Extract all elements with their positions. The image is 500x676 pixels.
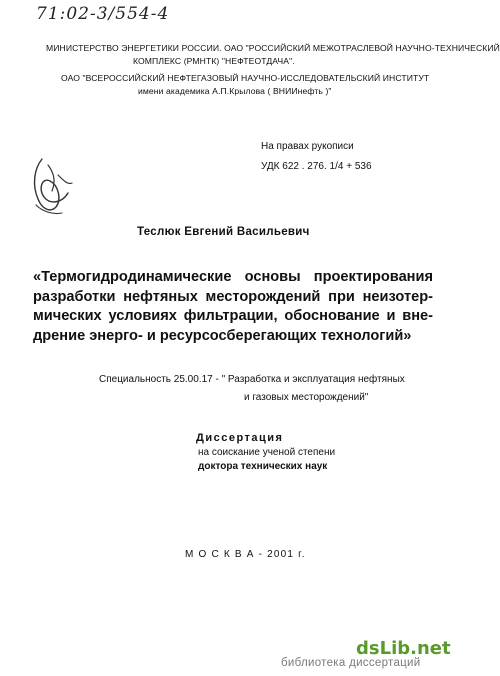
title-line: разработки нефтяных месторождений при неизотер-	[33, 288, 433, 305]
dissertation-title	[33, 268, 433, 346]
specialty-line-2: и газовых месторождений"	[244, 392, 369, 403]
handwritten-signature	[28, 155, 76, 217]
title-line: мических условиях фильтрации, обоснование и вне-	[33, 308, 433, 324]
org-line-1: МИНИСТЕРСТВО ЭНЕРГЕТИКИ РОССИИ. ОАО "РОССИЙСКИЙ МЕЖОТРАСЛЕВОЙ НАУЧНО-ТЕХНИЧЕСКИЙ	[46, 43, 500, 53]
org-line-3: ОАО "ВСЕРОССИЙСКИЙ НЕФТЕГАЗОВЫЙ НАУЧНО-ИССЛЕДОВАТЕЛЬСКИЙ ИНСТИТУТ	[61, 73, 430, 83]
title-line: дрение энерго- и ресурсосберегающих технологий»	[33, 327, 412, 344]
org-line-4: имени академика А.П.Крылова ( ВНИИнефть )"	[138, 86, 332, 96]
dissertation-heading: Диссертация	[196, 432, 284, 444]
udc-code: УДК 622 . 276. 1/4 + 536	[261, 161, 372, 172]
org-line-2: КОМПЛЕКС (РМНТК) "НЕФТЕОТДАЧА".	[133, 56, 295, 66]
title-line: «Термогидродинамические основы проектирования	[33, 269, 433, 285]
handwritten-archive-number: 71:02-3/554-4	[36, 4, 170, 24]
watermark-logo-main: dsLib	[356, 638, 411, 659]
watermark-logo-ext: .net	[410, 638, 451, 659]
dissertation-degree-line-2: доктора технических наук	[198, 461, 328, 472]
city-year: М О С К В А - 2001 г.	[185, 549, 306, 560]
manuscript-rights: На правах рукописи	[261, 141, 354, 152]
watermark-subtitle: библиотека диссертаций	[281, 657, 421, 669]
watermark-logo	[356, 638, 451, 659]
dissertation-degree-line-1: на соискание ученой степени	[198, 447, 336, 458]
specialty-line-1: Специальность 25.00.17 - " Разработка и эксплуатация нефтяных	[99, 374, 405, 385]
author-name: Теслюк Евгений Васильевич	[137, 226, 310, 238]
